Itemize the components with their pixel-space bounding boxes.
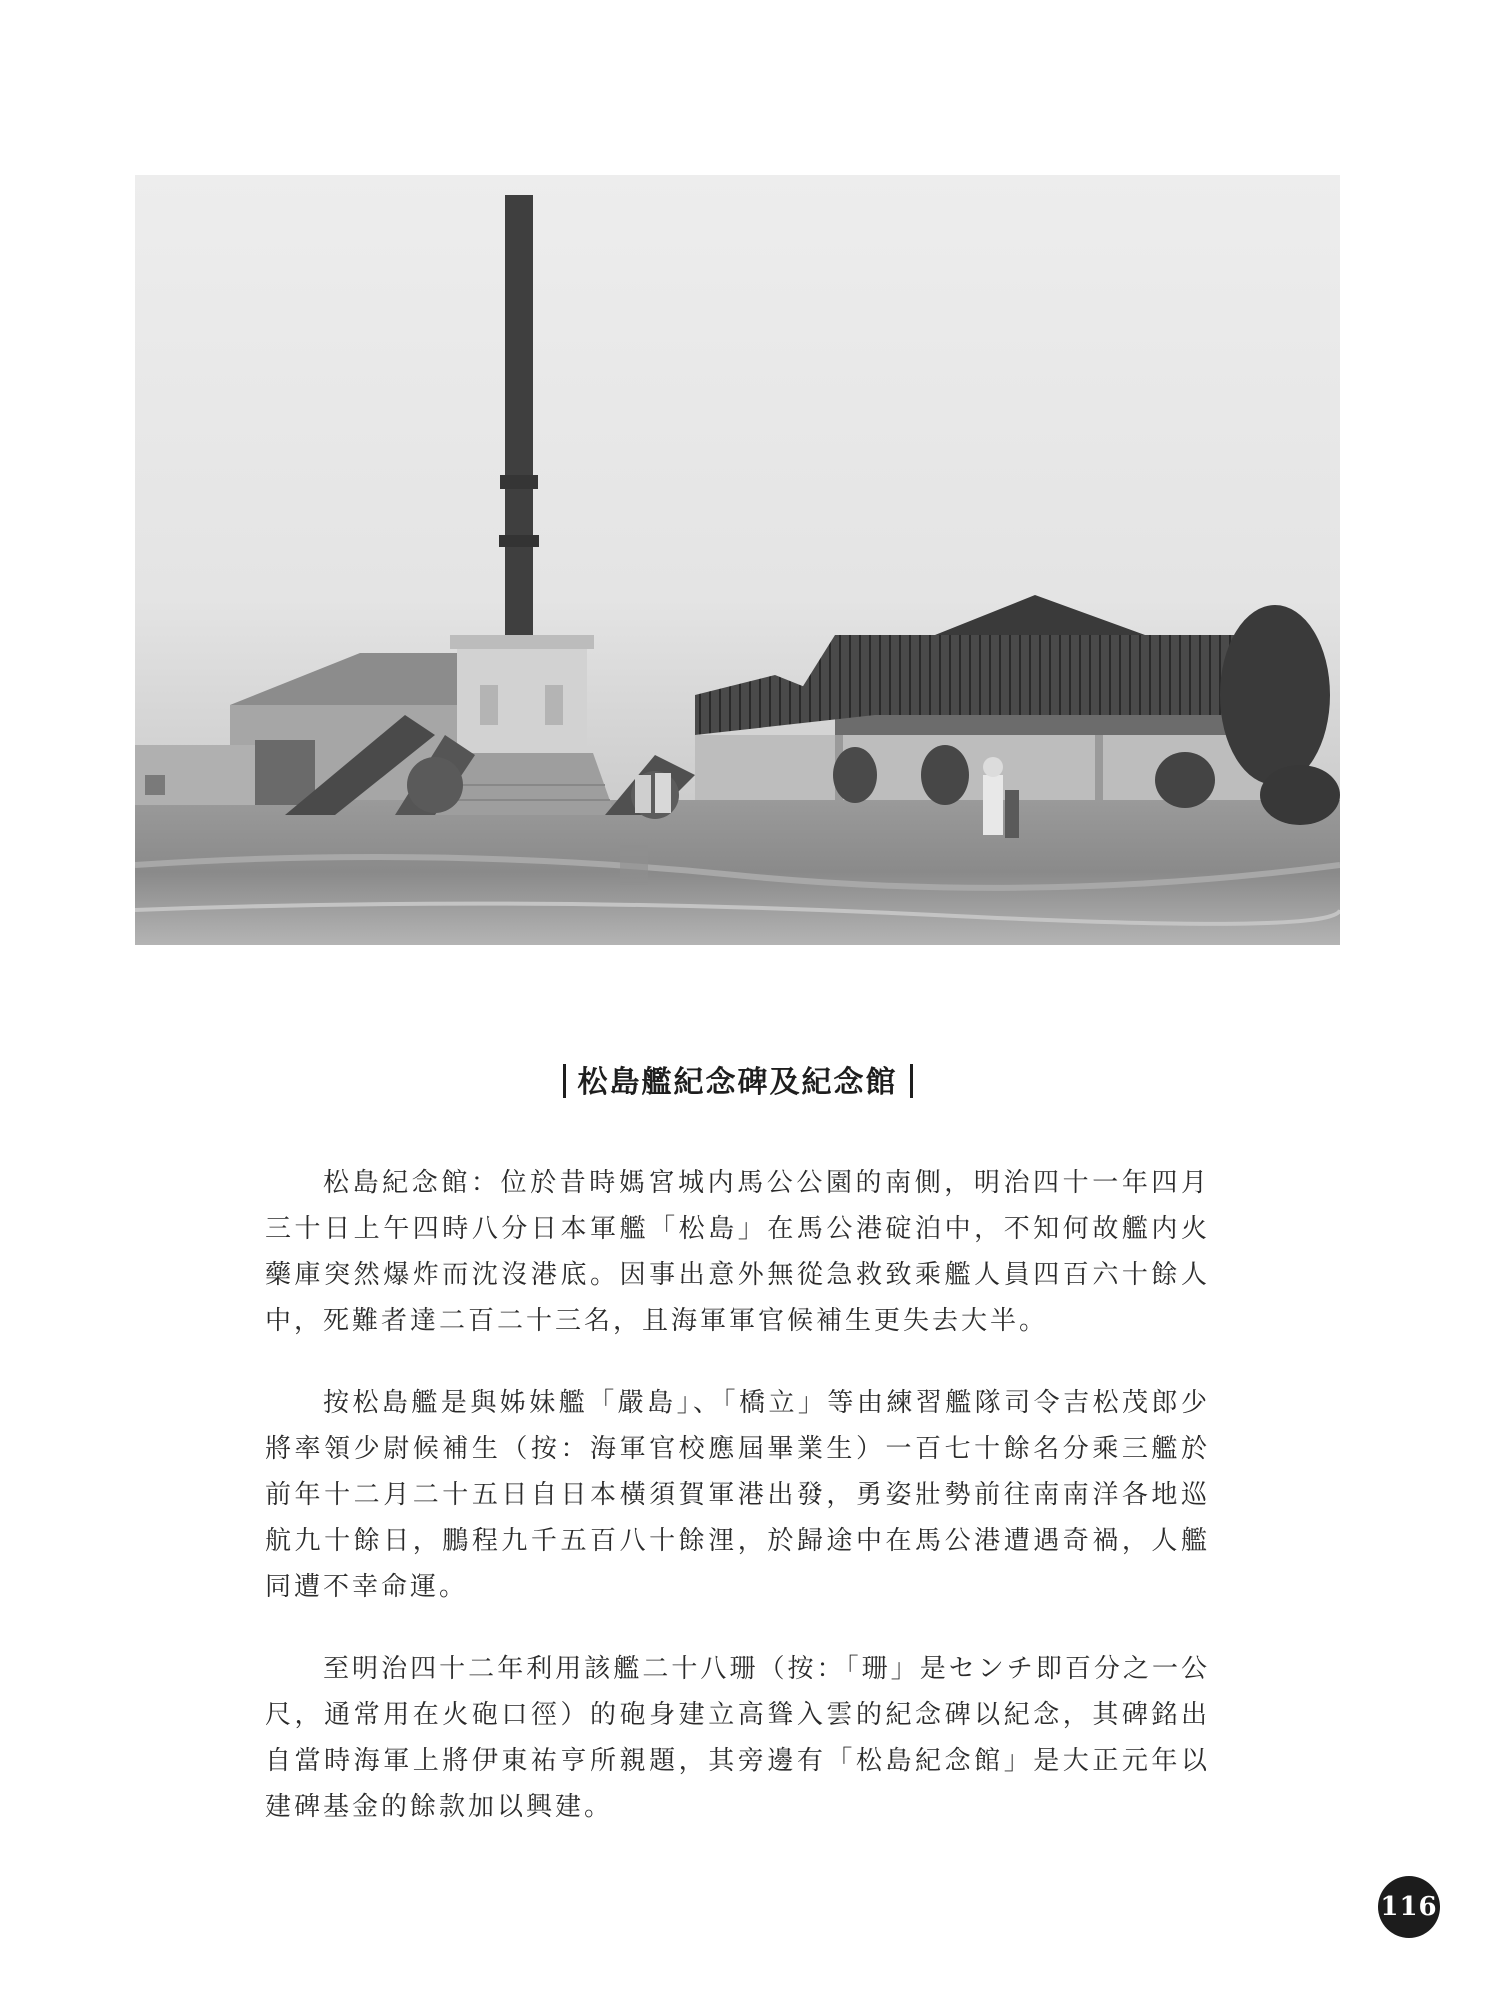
monument-pedestal	[457, 645, 587, 753]
historic-photo	[135, 175, 1340, 945]
photo-caption	[135, 1057, 1340, 1101]
article-body	[265, 1160, 1210, 1866]
caption-bar-right	[910, 1064, 913, 1098]
paragraph-1: 松島紀念館：位於昔時媽宮城内馬公公園的南側，明治四十一年四月三十日上午四時八分日本軍艦「松島」在馬公港碇泊中，不知何故艦内火藥庫突然爆炸而沈沒港底。因事出意外無從急救致乘艦人員四百六十餘人中，死難者達二百二十三名，且海軍軍官候補生更失去大半。	[265, 1168, 1210, 1336]
figure-walking	[983, 775, 1003, 835]
page-number: 116	[1378, 1876, 1440, 1938]
caption-title: 松島艦紀念碑及紀念館	[577, 1065, 898, 1100]
paragraph-3: 至明治四十二年利用該艦二十八珊（按：「珊」是センチ即百分之一公尺，通常用在火砲口徑）的砲身建立高聳入雲的紀念碑以紀念，其碑銘出自當時海軍上將伊東祐亨所親題，其旁邊有「松島紀念館」是大正元年以建碑基金的餘款加以興建。	[265, 1654, 1210, 1822]
paragraph-2: 按松島艦是與姊妹艦「嚴島」、「橋立」等由練習艦隊司令吉松茂郎少將率領少尉候補生（按：海軍官校應屆畢業生）一百七十餘名分乘三艦於前年十二月二十五日自日本橫須賀軍港出發，勇姿壯勢前往南南洋各地巡航九十餘日，鵬程九千五百八十餘浬，於歸途中在馬公港遭遇奇禍，人艦同遭不幸命運。	[265, 1388, 1210, 1602]
caption-bar-left	[563, 1064, 566, 1098]
